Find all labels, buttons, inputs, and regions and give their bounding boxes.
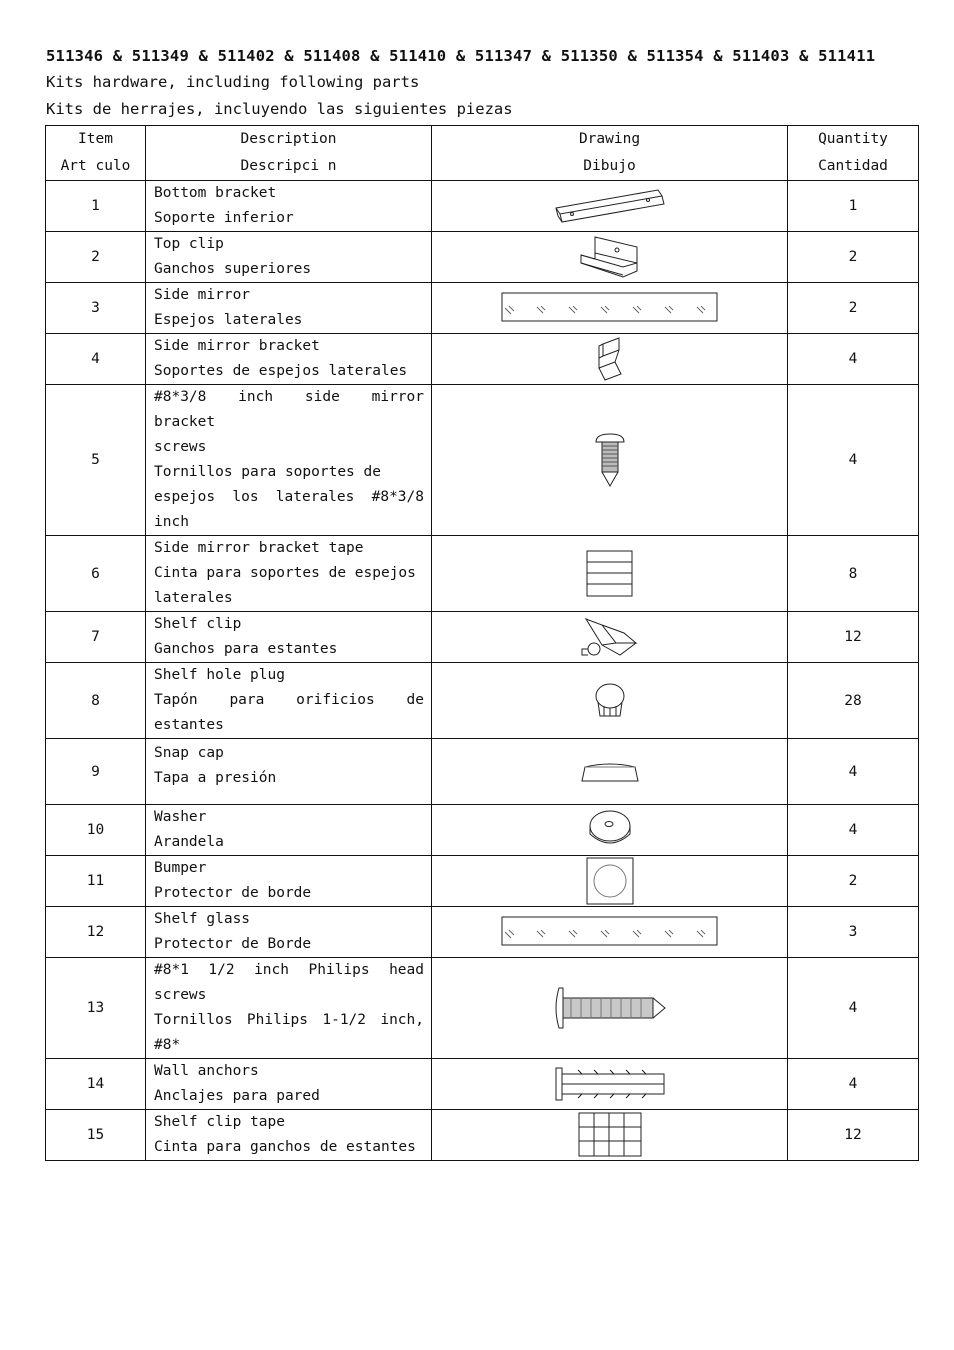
item-number: 15 xyxy=(46,1110,146,1161)
item-description xyxy=(146,232,432,283)
description-line: Cinta para soportes de espejos xyxy=(154,565,416,581)
header-label: Art culo xyxy=(60,158,131,174)
description-line: Wall anchors xyxy=(154,1063,259,1079)
description-line: Side mirror bracket tape xyxy=(154,540,364,556)
subtitle-english: Kits hardware, including following parts xyxy=(46,73,420,91)
col-header-description xyxy=(146,126,432,181)
parts-table xyxy=(45,125,919,1161)
snap-cap-icon xyxy=(432,739,788,805)
item-description xyxy=(146,612,432,663)
wall-anchor-icon xyxy=(432,1059,788,1110)
item-number: 11 xyxy=(46,856,146,907)
screw-icon xyxy=(432,385,788,536)
item-description xyxy=(146,907,432,958)
table-row xyxy=(46,536,919,612)
description-line: Shelf clip xyxy=(154,616,242,632)
item-number: 3 xyxy=(46,283,146,334)
tape-grid-icon xyxy=(432,1110,788,1161)
item-description xyxy=(146,181,432,232)
item-quantity: 12 xyxy=(788,612,919,663)
col-header-quantity xyxy=(788,126,919,181)
description-line: Espejos laterales xyxy=(154,312,303,328)
description-line: Tornillos para soportes de xyxy=(154,464,381,480)
header-label: Quantity xyxy=(818,131,888,147)
item-quantity: 4 xyxy=(788,334,919,385)
item-quantity: 4 xyxy=(788,1059,919,1110)
item-quantity: 4 xyxy=(788,739,919,805)
description-line: Tapa a presión xyxy=(154,770,277,786)
description-line: #8*1 1/2 inch Philips head screws xyxy=(154,962,424,1003)
item-quantity: 28 xyxy=(788,663,919,739)
item-number: 9 xyxy=(46,739,146,805)
description-line: Tornillos Philips 1-1/2 inch, #8* xyxy=(154,1012,424,1053)
table-row xyxy=(46,181,919,232)
washer-icon xyxy=(432,805,788,856)
header-label: Descripci n xyxy=(240,158,337,174)
header-label: Description xyxy=(240,131,337,147)
subtitle-spanish: Kits de herrajes, incluyendo las siguientes piezas xyxy=(46,100,513,118)
description-line: screws xyxy=(154,439,207,455)
description-line: espejos los laterales #8*3/8 inch xyxy=(154,489,424,530)
item-quantity: 2 xyxy=(788,283,919,334)
table-row xyxy=(46,334,919,385)
header-label: Dibujo xyxy=(583,158,636,174)
item-number: 5 xyxy=(46,385,146,536)
item-quantity: 2 xyxy=(788,232,919,283)
item-number: 7 xyxy=(46,612,146,663)
description-line: Ganchos para estantes xyxy=(154,641,338,657)
table-row xyxy=(46,805,919,856)
item-quantity: 4 xyxy=(788,385,919,536)
bottom-bracket-icon xyxy=(432,181,788,232)
description-line: #8*3/8 inch side mirror bracket xyxy=(154,389,424,430)
description-line: Protector de borde xyxy=(154,885,312,901)
item-quantity: 8 xyxy=(788,536,919,612)
hole-plug-icon xyxy=(432,663,788,739)
item-number: 8 xyxy=(46,663,146,739)
item-number: 13 xyxy=(46,958,146,1059)
model-numbers: 511346 & 511349 & 511402 & 511408 & 511410 & 511347 & 511350 & 511354 & 511403 & 511411 xyxy=(46,47,876,65)
item-quantity: 3 xyxy=(788,907,919,958)
description-line: laterales xyxy=(154,590,233,606)
top-clip-icon xyxy=(432,232,788,283)
col-header-item xyxy=(46,126,146,181)
description-line: Arandela xyxy=(154,834,224,850)
item-quantity: 12 xyxy=(788,1110,919,1161)
shelf-glass-icon xyxy=(432,907,788,958)
item-quantity: 4 xyxy=(788,958,919,1059)
description-line: Shelf glass xyxy=(154,911,251,927)
item-quantity: 2 xyxy=(788,856,919,907)
description-line: Side mirror xyxy=(154,287,251,303)
item-number: 14 xyxy=(46,1059,146,1110)
table-row xyxy=(46,958,919,1059)
item-description xyxy=(146,856,432,907)
item-description xyxy=(146,385,432,536)
table-row xyxy=(46,232,919,283)
side-mirror-bracket-icon xyxy=(432,334,788,385)
item-description xyxy=(146,1110,432,1161)
table-row xyxy=(46,663,919,739)
item-description xyxy=(146,283,432,334)
shelf-clip-icon xyxy=(432,612,788,663)
item-number: 12 xyxy=(46,907,146,958)
item-description xyxy=(146,958,432,1059)
header-label: Item xyxy=(78,131,113,147)
item-number: 1 xyxy=(46,181,146,232)
item-description xyxy=(146,805,432,856)
item-description xyxy=(146,1059,432,1110)
item-description xyxy=(146,663,432,739)
item-number: 2 xyxy=(46,232,146,283)
item-description xyxy=(146,536,432,612)
description-line: Ganchos superiores xyxy=(154,261,312,277)
item-number: 4 xyxy=(46,334,146,385)
description-line: Soporte inferior xyxy=(154,210,294,226)
description-line: Shelf clip tape xyxy=(154,1114,285,1130)
bumper-icon xyxy=(432,856,788,907)
item-number: 6 xyxy=(46,536,146,612)
header-label: Cantidad xyxy=(818,158,888,174)
description-line: Side mirror bracket xyxy=(154,338,320,354)
table-row xyxy=(46,739,919,805)
item-description xyxy=(146,334,432,385)
description-line: Shelf hole plug xyxy=(154,667,285,683)
col-header-drawing xyxy=(432,126,788,181)
item-quantity: 1 xyxy=(788,181,919,232)
item-number: 10 xyxy=(46,805,146,856)
description-line: Protector de Borde xyxy=(154,936,312,952)
table-row xyxy=(46,385,919,536)
description-line: Washer xyxy=(154,809,207,825)
table-row xyxy=(46,283,919,334)
item-quantity: 4 xyxy=(788,805,919,856)
description-line: Cinta para ganchos de estantes xyxy=(154,1139,416,1155)
table-row xyxy=(46,612,919,663)
description-line: Top clip xyxy=(154,236,224,252)
description-line: Soportes de espejos laterales xyxy=(154,363,408,379)
table-row xyxy=(46,907,919,958)
description-line: Bumper xyxy=(154,860,207,876)
description-line: Anclajes para pared xyxy=(154,1088,320,1104)
description-line: Snap cap xyxy=(154,745,224,761)
item-description xyxy=(146,739,432,805)
header-label: Drawing xyxy=(578,131,641,147)
description-line: Bottom bracket xyxy=(154,185,277,201)
table-row xyxy=(46,856,919,907)
table-header-row xyxy=(46,126,919,181)
long-screw-icon xyxy=(432,958,788,1059)
tape-strips-icon xyxy=(432,536,788,612)
table-row xyxy=(46,1110,919,1161)
side-mirror-icon xyxy=(432,283,788,334)
description-line: Tapón para orificios de estantes xyxy=(154,692,424,733)
table-row xyxy=(46,1059,919,1110)
